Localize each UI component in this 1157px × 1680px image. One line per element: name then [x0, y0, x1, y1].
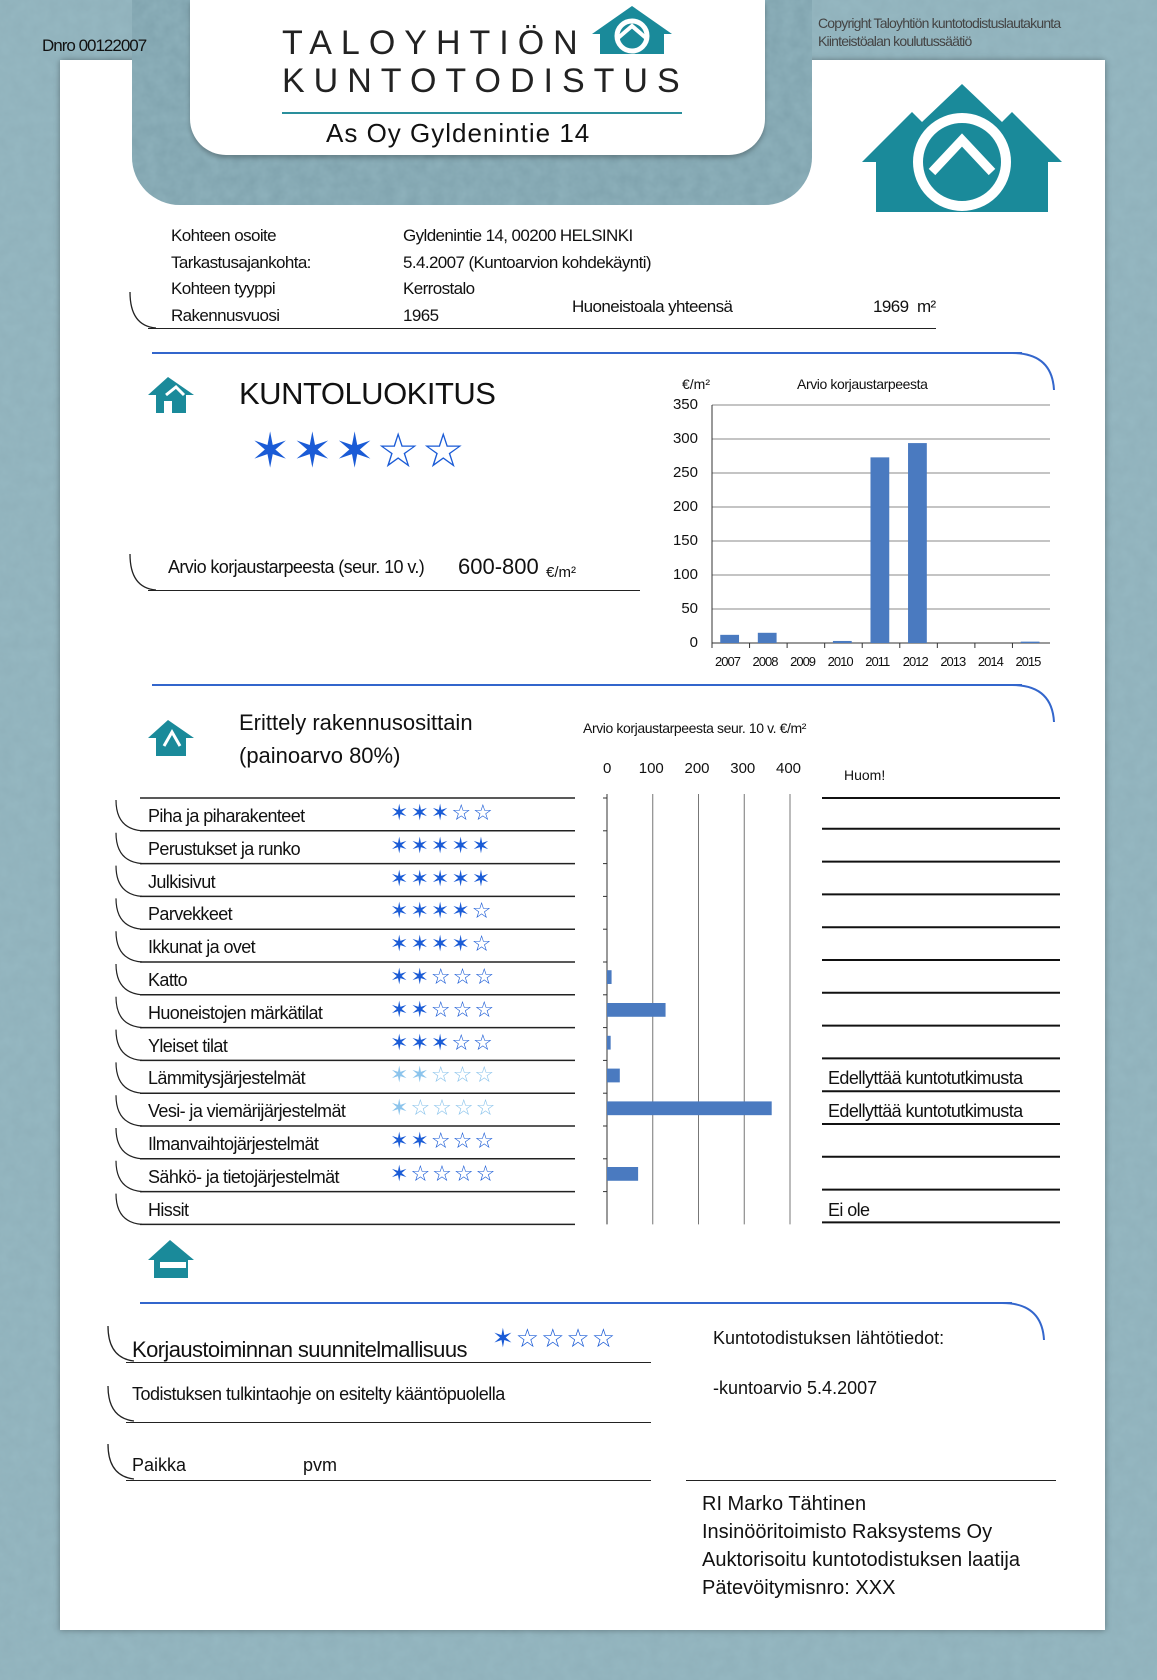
corner-hook: [116, 1128, 142, 1159]
signature-block: [702, 1490, 1020, 1602]
star-filled-icon: ✶: [390, 964, 411, 989]
component-label: Ikkunat ja ovet: [148, 937, 256, 958]
planning-stars: [492, 1323, 618, 1353]
corner-hook: [104, 1324, 134, 1364]
notes-header: Huom!: [844, 767, 886, 783]
signer-name: RI Marko Tähtinen: [702, 1493, 867, 1515]
x-tick-label: 2008: [752, 654, 778, 669]
star-filled-icon: ✶: [390, 931, 411, 957]
star-empty-icon: ☆: [410, 1160, 433, 1186]
chart-title: Arvio korjaustarpeesta: [797, 376, 928, 392]
y-tick-label: 300: [672, 430, 698, 447]
document-number: Dnro 00122007: [42, 36, 147, 55]
area-label: Huoneistoala yhteensä: [572, 297, 733, 316]
y-tick-label: 50: [681, 600, 698, 617]
star-filled-icon: ✶: [410, 800, 431, 825]
star-empty-icon: ☆: [430, 1128, 453, 1153]
area-unit: m²: [917, 297, 936, 316]
x-tick-label: 2012: [902, 654, 928, 669]
y-tick-label: 100: [672, 566, 698, 583]
star-empty-icon: ☆: [421, 425, 467, 478]
info-label: Rakennusvuosi: [171, 306, 280, 325]
star-empty-icon: ☆: [376, 425, 422, 478]
corner-hook: [116, 866, 142, 897]
component-label: Huoneistojen märkätilat: [148, 1002, 323, 1023]
chart-bar: [607, 1069, 620, 1083]
corner-hook: [116, 833, 142, 864]
corner-hook: [116, 1095, 142, 1126]
chart-ylabel: €/m²: [682, 376, 710, 392]
component-label: Hissit: [148, 1199, 189, 1220]
x-tick-label: 2007: [715, 654, 740, 669]
house-section-icon: [146, 1236, 198, 1280]
info-label: Tarkastusajankohta:: [171, 253, 311, 272]
corner-hook: [116, 1062, 142, 1093]
chart-bar: [607, 970, 612, 984]
star-empty-icon: ☆: [475, 1095, 498, 1121]
star-filled-icon: ✶: [430, 931, 452, 957]
component-label: Lämmitysjärjestelmät: [148, 1068, 306, 1089]
y-tick-label: 150: [672, 532, 698, 549]
star-filled-icon: ✶: [410, 832, 431, 858]
corner-hook: [116, 1194, 142, 1225]
star-filled-icon: ✶: [451, 898, 472, 924]
star-filled-icon: ✶: [471, 865, 493, 891]
title-line-1: TALOYHTIÖN: [282, 24, 587, 62]
star-empty-icon: ☆: [591, 1323, 618, 1353]
source-heading: Kuntotodistuksen lähtötiedot:: [713, 1328, 945, 1348]
star-empty-icon: ☆: [541, 1323, 567, 1353]
component-label: Parvekkeet: [148, 904, 233, 925]
star-filled-icon: ✶: [390, 1128, 411, 1153]
star-filled-icon: ✶: [250, 425, 293, 478]
star-filled-icon: ✶: [292, 425, 335, 478]
star-empty-icon: ☆: [453, 1160, 476, 1186]
info-value: 5.4.2007 (Kuntoarvion kohdekäynti): [403, 253, 651, 272]
star-filled-icon: ✶: [390, 1029, 411, 1055]
x-tick-label: 2010: [827, 654, 853, 669]
star-empty-icon: ☆: [451, 800, 474, 825]
star-empty-icon: ☆: [473, 1029, 495, 1055]
signer-company: Insinööritoimisto Raksystems Oy: [702, 1521, 993, 1543]
star-empty-icon: ☆: [430, 964, 453, 989]
x-tick-label: 2009: [790, 654, 816, 669]
corner-hook: [104, 1442, 134, 1482]
component-label: Yleiset tilat: [148, 1035, 228, 1056]
chart-bar: [607, 1003, 666, 1017]
star-filled-icon: ✶: [430, 1029, 452, 1055]
info-value: Gyldenintie 14, 00200 HELSINKI: [403, 226, 633, 245]
component-label: Perustukset ja runko: [148, 838, 301, 859]
star-empty-icon: ☆: [471, 931, 494, 957]
x-tick-label: 300: [730, 760, 756, 777]
y-tick-label: 0: [689, 634, 698, 651]
star-filled-icon: ✶: [410, 996, 431, 1022]
date-label: pvm: [303, 1455, 338, 1475]
corner-hook: [116, 898, 142, 929]
star-empty-icon: ☆: [432, 1160, 454, 1186]
star-filled-icon: ✶: [471, 832, 493, 858]
signer-qualification: Pätevöitymisnro: XXX: [702, 1577, 896, 1599]
x-tick-label: 2013: [940, 654, 966, 669]
component-label: Katto: [148, 970, 188, 990]
y-tick-label: 200: [672, 498, 698, 515]
star-empty-icon: ☆: [452, 964, 475, 989]
component-note: Edellyttää kuntotutkimusta: [828, 1101, 1023, 1122]
star-filled-icon: ✶: [390, 865, 411, 891]
star-filled-icon: ✶: [451, 832, 472, 858]
star-empty-icon: ☆: [453, 1095, 476, 1121]
info-value: 1965: [403, 306, 439, 325]
star-empty-icon: ☆: [474, 1062, 497, 1088]
component-label: Sähkö- ja tietojärjestelmät: [148, 1166, 339, 1187]
star-empty-icon: ☆: [475, 1160, 498, 1186]
estimate-label: Arvio korjaustarpeesta (seur. 10 v.): [168, 557, 425, 577]
chart-bar: [607, 1036, 611, 1050]
component-note: Ei ole: [828, 1199, 870, 1220]
planning-label: Korjaustoiminnan suunnitelmallisuus: [132, 1337, 467, 1362]
company-name: As Oy Gyldenintie 14: [326, 118, 591, 148]
source-item: -kuntoarvio 5.4.2007: [713, 1378, 878, 1398]
divider: [126, 1362, 651, 1363]
star-empty-icon: ☆: [451, 1029, 474, 1055]
copyright-text: Copyright Taloyhtiön kuntotodistuslautakunta Kiinteistöalan koulutussäätiö: [818, 15, 1061, 49]
component-note: Edellyttää kuntotutkimusta: [828, 1068, 1023, 1089]
y-tick-label: 350: [672, 396, 698, 413]
star-filled-icon: ✶: [430, 898, 452, 924]
title-line-2: KUNTOTODISTUS: [282, 62, 689, 100]
star-empty-icon: ☆: [452, 996, 475, 1022]
corner-hook: [116, 1030, 142, 1061]
component-label: Julkisivut: [148, 871, 216, 892]
x-tick-label: 0: [603, 760, 612, 777]
star-empty-icon: ☆: [410, 1095, 433, 1121]
star-filled-icon: ✶: [390, 1062, 411, 1088]
info-value: Kerrostalo: [403, 279, 475, 298]
star-empty-icon: ☆: [473, 800, 495, 825]
chart-bar: [607, 1101, 772, 1115]
section-divider-curve: [1002, 1302, 1047, 1342]
x-tick-label: 2011: [865, 654, 890, 669]
x-tick-label: 200: [684, 760, 710, 777]
star-filled-icon: ✶: [334, 425, 377, 478]
star-empty-icon: ☆: [432, 1095, 454, 1121]
component-label: Ilmanvaihtojärjestelmät: [148, 1134, 319, 1154]
star-filled-icon: ✶: [410, 898, 431, 924]
signature-line: [686, 1480, 1056, 1481]
estimate-unit: €/m²: [546, 564, 576, 581]
star-filled-icon: ✶: [390, 898, 411, 924]
star-empty-icon: ☆: [452, 1128, 475, 1153]
breakdown-subheading: (painoarvo 80%): [239, 743, 401, 768]
corner-hook: [116, 931, 142, 962]
breakdown-heading: Erittely rakennusosittain: [239, 710, 473, 735]
component-label: Piha ja piharakenteet: [148, 806, 305, 826]
corner-hook: [116, 964, 142, 995]
x-tick-label: 400: [776, 760, 802, 777]
star-empty-icon: ☆: [430, 1062, 453, 1088]
place-label: Paikka: [132, 1455, 187, 1475]
star-empty-icon: ☆: [474, 996, 497, 1022]
star-filled-icon: ✶: [410, 931, 431, 957]
corner-hook: [104, 1384, 134, 1424]
x-tick-label: 100: [638, 760, 664, 777]
star-filled-icon: ✶: [430, 800, 452, 825]
corner-hook: [116, 800, 142, 831]
y-tick-label: 250: [672, 464, 698, 481]
section-divider: [140, 1302, 1012, 1304]
info-label: Kohteen osoite: [171, 226, 277, 245]
star-empty-icon: ☆: [452, 1062, 475, 1088]
star-filled-icon: ✶: [410, 964, 431, 989]
area-value: 1969: [873, 297, 909, 316]
estimate-value: 600-800: [458, 554, 539, 579]
star-empty-icon: ☆: [471, 898, 494, 924]
star-filled-icon: ✶: [390, 1160, 411, 1186]
star-filled-icon: ✶: [390, 800, 411, 825]
star-filled-icon: ✶: [410, 1062, 431, 1088]
star-filled-icon: ✶: [492, 1323, 516, 1353]
star-filled-icon: ✶: [390, 832, 411, 858]
divider: [126, 1422, 651, 1423]
x-tick-label: 2015: [1015, 654, 1041, 669]
star-empty-icon: ☆: [474, 964, 497, 989]
star-filled-icon: ✶: [430, 865, 452, 891]
star-filled-icon: ✶: [390, 996, 411, 1022]
star-filled-icon: ✶: [430, 832, 452, 858]
star-filled-icon: ✶: [451, 865, 472, 891]
star-empty-icon: ☆: [474, 1128, 497, 1153]
x-tick-label: 2014: [977, 654, 1003, 669]
star-empty-icon: ☆: [430, 996, 453, 1022]
breakdown-chart-title: Arvio korjaustarpeesta seur. 10 v. €/m²: [583, 720, 807, 736]
star-filled-icon: ✶: [390, 1095, 411, 1121]
star-filled-icon: ✶: [410, 1128, 431, 1153]
corner-hook: [116, 997, 142, 1028]
chart-bar: [607, 1167, 638, 1181]
info-label: Kohteen tyyppi: [171, 279, 276, 298]
star-filled-icon: ✶: [410, 865, 431, 891]
component-label: Vesi- ja viemärijärjestelmät: [148, 1101, 346, 1122]
star-empty-icon: ☆: [515, 1323, 542, 1353]
interpretation-note: Todistuksen tulkintaohje on esitelty kääntöpuolella: [132, 1384, 505, 1404]
signer-title: Auktorisoitu kuntotodistuksen laatija: [702, 1549, 1020, 1571]
star-filled-icon: ✶: [410, 1029, 431, 1055]
star-empty-icon: ☆: [566, 1323, 592, 1353]
condition-heading: KUNTOLUOKITUS: [239, 376, 496, 411]
corner-hook: [116, 1161, 142, 1192]
divider: [126, 1480, 651, 1481]
star-filled-icon: ✶: [451, 931, 472, 957]
